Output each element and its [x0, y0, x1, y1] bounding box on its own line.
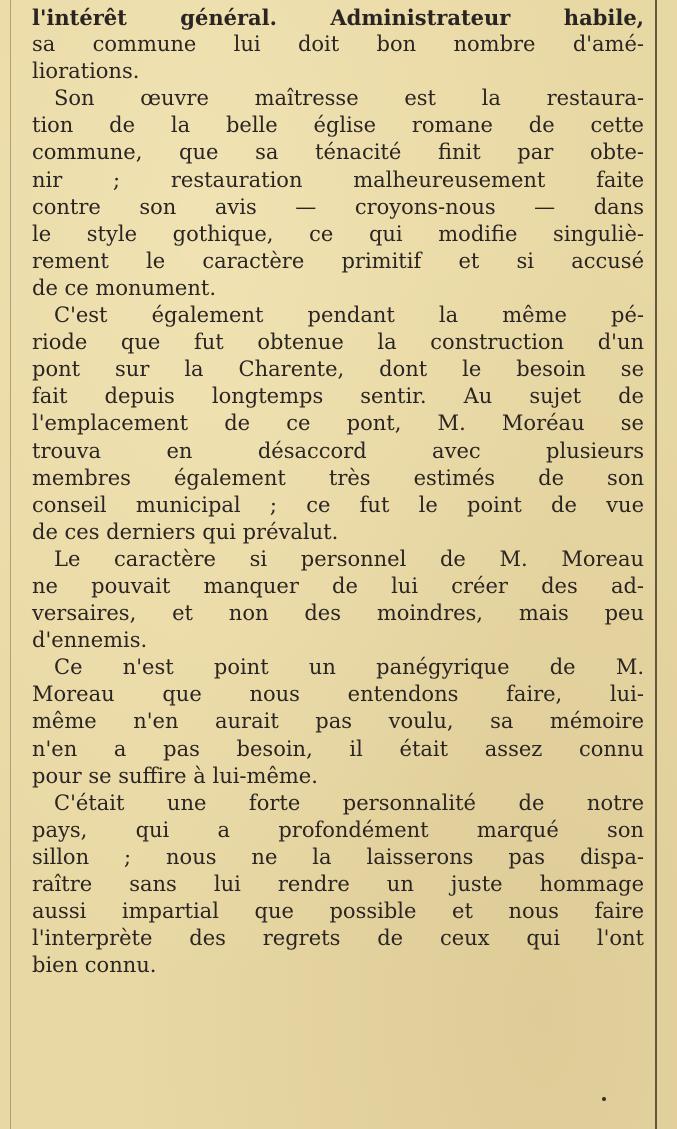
- text-line: sa commune lui doit bon nombre d'amé-: [32, 32, 644, 57]
- text-line: bien connu.: [32, 953, 157, 978]
- text-line: sillon ; nous ne la laisserons pas dispa-: [32, 844, 644, 869]
- text-line: membres également très estimés de son: [32, 465, 644, 490]
- text-line: versaires, et non des moindres, mais peu: [32, 601, 644, 626]
- text-line: pont sur la Charente, dont le besoin se: [32, 357, 644, 382]
- text-line: riode que fut obtenue la construction d'un: [32, 330, 644, 355]
- text-line: rement le caractère primitif et si accusé: [32, 248, 644, 273]
- paragraph-6: [32, 790, 644, 980]
- text-line: même n'en aurait pas voulu, sa mémoire: [32, 709, 644, 734]
- article-column: [32, 4, 644, 979]
- text-line: l'interprète des regrets de ceux qui l'ont: [32, 926, 644, 951]
- text-line: Moreau que nous entendons faire, lui-: [32, 682, 644, 707]
- text-line: liorations.: [32, 59, 140, 84]
- ink-speck: [602, 1097, 606, 1101]
- text-line: aussi impartial que possible et nous faire: [32, 899, 644, 924]
- left-column-rule: [10, 0, 11, 1129]
- text-line: pays, qui a profondément marqué son: [32, 817, 644, 842]
- text-line: Le caractère si personnel de M. Moreau: [54, 546, 644, 571]
- text-line: raître sans lui rendre un juste hommage: [32, 872, 644, 896]
- paragraph-4: [32, 546, 644, 654]
- text-line: ne pouvait manquer de lui créer des ad-: [32, 573, 644, 598]
- text-line: contre son avis — croyons-nous — dans: [32, 194, 644, 219]
- text-line: de ces derniers qui prévalut.: [32, 519, 339, 544]
- text-line: trouva en désaccord avec plusieurs: [32, 438, 644, 463]
- text-line: fait depuis longtemps sentir. Au sujet de: [32, 384, 644, 409]
- text-line: commune, que sa ténacité finit par obte-: [32, 140, 644, 165]
- text-line: l'intérêt général. Administrateur habile,: [32, 5, 644, 30]
- paragraph-3: [32, 302, 644, 546]
- text-line: C'était une forte personnalité de notre: [54, 790, 644, 815]
- text-line: Son œuvre maîtresse est la restaura-: [54, 86, 644, 111]
- text-line: n'en a pas besoin, il était assez connu: [32, 736, 644, 761]
- text-line: nir ; restauration malheureusement faite: [32, 167, 644, 192]
- text-line: tion de la belle église romane de cette: [32, 113, 644, 138]
- text-line: le style gothique, ce qui modifie singuliè-: [32, 221, 644, 246]
- text-line: de ce monument.: [32, 275, 216, 300]
- paragraph-1: [32, 4, 644, 85]
- text-line: Ce n'est point un panégyrique de M.: [54, 655, 644, 680]
- paragraph-5: [32, 654, 644, 789]
- right-column-rule: [655, 0, 657, 1129]
- paragraph-2: [32, 85, 644, 302]
- text-line: l'emplacement de ce pont, M. Moréau se: [32, 411, 644, 436]
- text-line: C'est également pendant la même pé-: [54, 303, 644, 328]
- text-line: conseil municipal ; ce fut le point de vue: [32, 492, 644, 517]
- text-line: d'ennemis.: [32, 628, 148, 653]
- text-line: pour se suffire à lui-même.: [32, 763, 318, 788]
